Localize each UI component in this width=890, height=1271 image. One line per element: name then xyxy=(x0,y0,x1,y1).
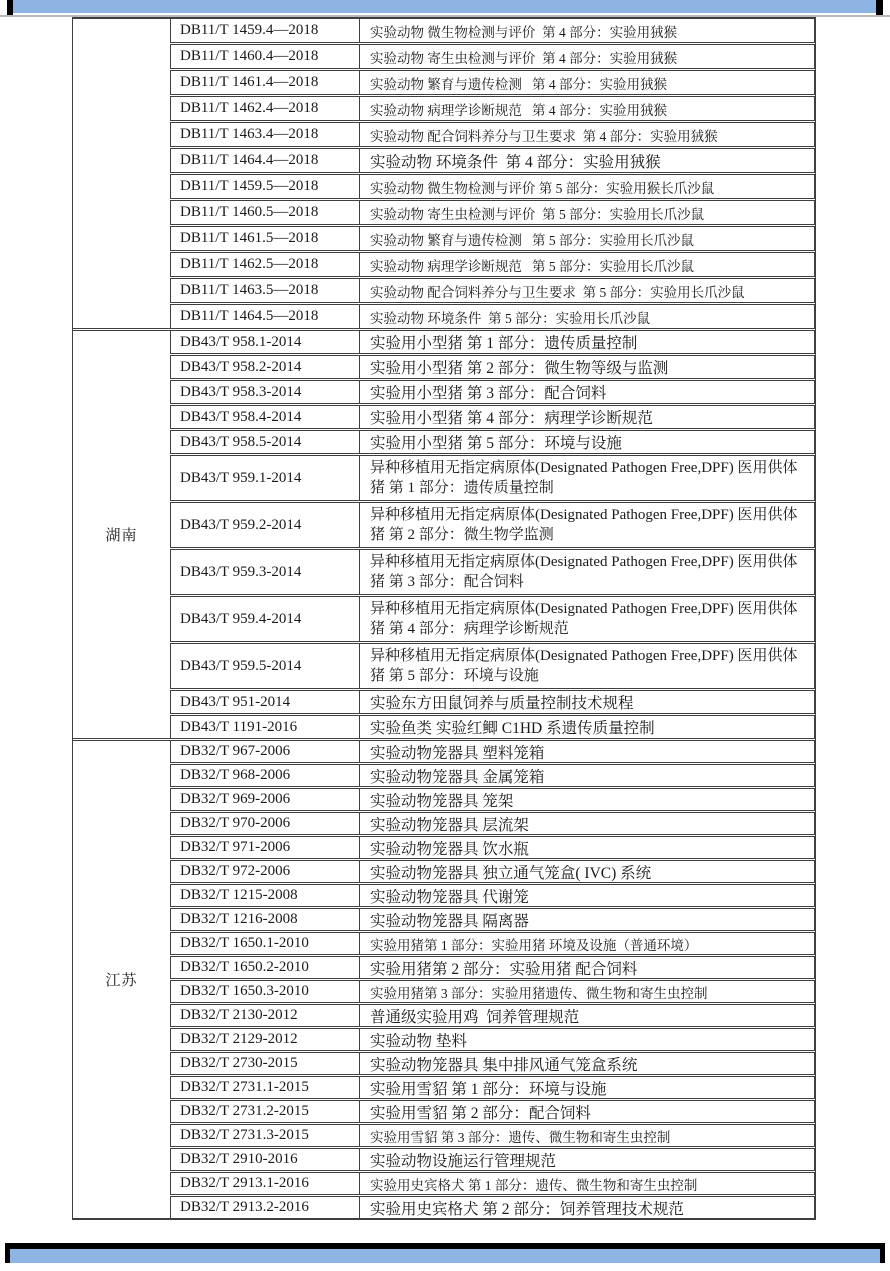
table-row xyxy=(170,956,815,979)
standard-title: 实验动物 病理学诊断规范 第 5 部分：实验用长爪沙鼠 xyxy=(359,253,814,276)
table-row xyxy=(170,455,815,501)
standard-code: DB32/T 2913.2-2016 xyxy=(180,1199,309,1215)
standard-title: 实验动物 配合饲料养分与卫生要求 第 5 部分：实验用长爪沙鼠 xyxy=(359,279,814,302)
table-row xyxy=(170,330,815,354)
next-page-border-band xyxy=(5,1243,885,1263)
standard-code: DB11/T 1461.4—2018 xyxy=(180,74,319,90)
standard-code: DB32/T 2731.2-2015 xyxy=(180,1103,309,1119)
table-row xyxy=(170,380,815,404)
table-row xyxy=(170,304,815,329)
standard-code: DB43/T 1191-2016 xyxy=(180,718,298,735)
standard-title: 异种移植用无指定病原体(Designated Pathogen Free,DPF) 医用供体猪 第 4 部分：病理学诊断规范 xyxy=(359,597,814,641)
table-row xyxy=(170,200,815,225)
table-row xyxy=(170,1148,815,1171)
standard-code: DB43/T 959.5-2014 xyxy=(180,657,302,674)
table-row xyxy=(170,980,815,1003)
standard-code: DB32/T 970-2006 xyxy=(180,815,291,831)
standard-code: DB43/T 958.3-2014 xyxy=(180,383,302,400)
table-row xyxy=(170,690,815,714)
table-row xyxy=(170,715,815,739)
standard-code: DB32/T 2910-2016 xyxy=(180,1151,298,1167)
table-row xyxy=(170,596,815,642)
table-row xyxy=(170,405,815,429)
region-cell: 江苏 xyxy=(73,740,170,1219)
standard-title: 实验动物 垫料 xyxy=(359,1029,814,1050)
standard-title: 实验动物 寄生虫检测与评价 第 5 部分：实验用长爪沙鼠 xyxy=(359,201,814,224)
standard-title: 实验用雪貂 第 3 部分：遗传、微生物和寄生虫控制 xyxy=(359,1125,814,1146)
standard-code: DB32/T 1216-2008 xyxy=(180,911,298,927)
standard-code: DB43/T 951-2014 xyxy=(180,693,291,710)
standard-code: DB32/T 2129-2012 xyxy=(180,1031,298,1047)
standard-title: 实验动物 寄生虫检测与评价 第 4 部分：实验用狨猴 xyxy=(359,45,814,68)
standard-code: DB43/T 959.4-2014 xyxy=(180,610,302,627)
region-cell: 湖南 xyxy=(73,330,170,739)
standards-table xyxy=(72,17,816,1220)
standard-code: DB32/T 1650.2-2010 xyxy=(180,959,309,975)
standard-code: DB43/T 959.1-2014 xyxy=(180,469,302,486)
standard-code: DB32/T 2731.3-2015 xyxy=(180,1127,309,1143)
standard-title: 实验动物 配合饲料养分与卫生要求 第 4 部分：实验用狨猴 xyxy=(359,123,814,146)
table-row xyxy=(170,355,815,379)
standard-title: 实验动物笼器具 金属笼箱 xyxy=(359,765,814,786)
standard-code: DB32/T 1215-2008 xyxy=(180,887,298,903)
standard-code: DB32/T 968-2006 xyxy=(180,767,291,783)
standard-code: DB11/T 1464.5—2018 xyxy=(180,308,319,324)
standard-title: 实验动物笼器具 笼架 xyxy=(359,789,814,810)
standard-code: DB32/T 2130-2012 xyxy=(180,1007,298,1023)
table-row xyxy=(170,44,815,69)
standard-title: 实验用史宾格犬 第 1 部分：遗传、微生物和寄生虫控制 xyxy=(359,1173,814,1194)
standard-title: 实验用雪貂 第 2 部分：配合饲料 xyxy=(359,1101,814,1122)
region-cell xyxy=(73,18,170,329)
standard-code: DB32/T 2913.1-2016 xyxy=(180,1175,309,1191)
table-row xyxy=(170,764,815,787)
standard-title: 异种移植用无指定病原体(Designated Pathogen Free,DPF) 医用供体猪 第 1 部分：遗传质量控制 xyxy=(359,456,814,500)
standard-code: DB32/T 972-2006 xyxy=(180,863,291,879)
standard-code: DB11/T 1460.4—2018 xyxy=(180,48,319,64)
standard-title: 实验动物 环境条件 第 4 部分：实验用狨猴 xyxy=(359,149,814,172)
standard-code: DB43/T 958.4-2014 xyxy=(180,408,302,425)
standard-code: DB11/T 1463.4—2018 xyxy=(180,126,319,142)
table-row xyxy=(170,788,815,811)
table-row xyxy=(170,1124,815,1147)
standard-title: 实验东方田鼠饲养与质量控制技术规程 xyxy=(359,691,814,713)
table-row xyxy=(170,1172,815,1195)
table-row xyxy=(170,932,815,955)
standard-code: DB32/T 969-2006 xyxy=(180,791,291,807)
table-row xyxy=(170,740,815,763)
table-section xyxy=(73,18,815,329)
standard-title: 实验动物笼器具 集中排风通气笼盒系统 xyxy=(359,1053,814,1074)
standard-code: DB43/T 958.5-2014 xyxy=(180,433,302,450)
standard-title: 实验用小型猪 第 4 部分：病理学诊断规范 xyxy=(359,406,814,428)
standard-code: DB32/T 1650.3-2010 xyxy=(180,983,309,999)
standard-title: 实验动物 繁育与遗传检测 第 5 部分：实验用长爪沙鼠 xyxy=(359,227,814,250)
standard-title: 异种移植用无指定病原体(Designated Pathogen Free,DPF) 医用供体猪 第 2 部分：微生物学监测 xyxy=(359,503,814,547)
table-section xyxy=(73,740,815,1219)
standard-title: 实验动物笼器具 代谢笼 xyxy=(359,885,814,906)
standard-title: 实验用雪貂 第 1 部分：环境与设施 xyxy=(359,1077,814,1098)
table-row xyxy=(170,836,815,859)
standard-title: 实验用小型猪 第 3 部分：配合饲料 xyxy=(359,381,814,403)
standard-code: DB11/T 1462.4—2018 xyxy=(180,100,319,116)
table-row xyxy=(170,643,815,689)
table-row xyxy=(170,278,815,303)
section-rows xyxy=(170,740,815,1219)
table-row xyxy=(170,1028,815,1051)
table-row xyxy=(170,1052,815,1075)
table-row xyxy=(170,70,815,95)
standard-title: 实验动物 繁育与遗传检测 第 4 部分：实验用狨猴 xyxy=(359,71,814,94)
standard-code: DB11/T 1460.5—2018 xyxy=(180,204,319,220)
standard-title: 实验动物 微生物检测与评价 第 4 部分：实验用狨猴 xyxy=(359,19,814,42)
prev-page-border-left-cap xyxy=(7,0,13,16)
standard-title: 实验用猪第 3 部分：实验用猪遗传、微生物和寄生虫控制 xyxy=(359,981,814,1002)
standard-code: DB11/T 1462.5—2018 xyxy=(180,256,319,272)
standard-title: 实验用小型猪 第 5 部分：环境与设施 xyxy=(359,431,814,453)
standard-code: DB43/T 959.3-2014 xyxy=(180,563,302,580)
table-row xyxy=(170,96,815,121)
table-row xyxy=(170,1076,815,1099)
standard-title: 异种移植用无指定病原体(Designated Pathogen Free,DPF) 医用供体猪 第 3 部分：配合饲料 xyxy=(359,550,814,594)
standard-title: 实验动物笼器具 独立通气笼盒( IVC) 系统 xyxy=(359,861,814,882)
standard-title: 实验用小型猪 第 1 部分：遗传质量控制 xyxy=(359,331,814,353)
standard-code: DB43/T 958.2-2014 xyxy=(180,358,302,375)
table-row xyxy=(170,1196,815,1219)
table-section xyxy=(73,330,815,739)
table-row xyxy=(170,430,815,454)
table-row xyxy=(170,226,815,251)
standard-title: 实验动物笼器具 饮水瓶 xyxy=(359,837,814,858)
standard-code: DB32/T 971-2006 xyxy=(180,839,291,855)
prev-page-border-right-cap xyxy=(876,0,883,16)
standard-code: DB32/T 1650.1-2010 xyxy=(180,935,309,951)
standard-title: 实验用小型猪 第 2 部分：微生物等级与监测 xyxy=(359,356,814,378)
standard-title: 实验动物 环境条件 第 5 部分：实验用长爪沙鼠 xyxy=(359,305,814,328)
standard-title: 实验动物笼器具 层流架 xyxy=(359,813,814,834)
standard-code: DB43/T 959.2-2014 xyxy=(180,516,302,533)
standard-title: 实验动物 微生物检测与评价 第 5 部分：实验用猴长爪沙鼠 xyxy=(359,175,814,198)
table-row xyxy=(170,812,815,835)
standard-code: DB11/T 1461.5—2018 xyxy=(180,230,319,246)
standard-title: 实验动物笼器具 隔离器 xyxy=(359,909,814,930)
table-row xyxy=(170,252,815,277)
table-row xyxy=(170,884,815,907)
table-row xyxy=(170,174,815,199)
standard-code: DB32/T 2731.1-2015 xyxy=(180,1079,309,1095)
standard-code: DB43/T 958.1-2014 xyxy=(180,333,302,350)
standard-title: 实验鱼类 实验红鲫 C1HD 系遗传质量控制 xyxy=(359,716,814,738)
standard-code: DB11/T 1464.4—2018 xyxy=(180,152,319,168)
standard-code: DB11/T 1463.5—2018 xyxy=(180,282,319,298)
standard-title: 实验用猪第 2 部分：实验用猪 配合饲料 xyxy=(359,957,814,978)
table-row xyxy=(170,502,815,548)
standard-title: 实验用猪第 1 部分：实验用猪 环境及设施（普通环境） xyxy=(359,933,814,954)
standard-title: 实验动物设施运行管理规范 xyxy=(359,1149,814,1170)
standard-title: 普通级实验用鸡 饲养管理规范 xyxy=(359,1005,814,1026)
standard-code: DB32/T 2730-2015 xyxy=(180,1055,298,1071)
section-rows xyxy=(170,330,815,739)
standard-code: DB11/T 1459.5—2018 xyxy=(180,178,319,194)
table-row xyxy=(170,1004,815,1027)
standard-title: 异种移植用无指定病原体(Designated Pathogen Free,DPF) 医用供体猪 第 5 部分：环境与设施 xyxy=(359,644,814,688)
table-row xyxy=(170,18,815,43)
table-row xyxy=(170,549,815,595)
table-row xyxy=(170,860,815,883)
section-rows xyxy=(170,18,815,329)
standard-code: DB11/T 1459.4—2018 xyxy=(180,22,319,38)
standard-code: DB32/T 967-2006 xyxy=(180,743,291,759)
table-row xyxy=(170,122,815,147)
standard-title: 实验动物笼器具 塑料笼箱 xyxy=(359,741,814,762)
standard-title: 实验用史宾格犬 第 2 部分：饲养管理技术规范 xyxy=(359,1197,814,1218)
standard-title: 实验动物 病理学诊断规范 第 4 部分：实验用狨猴 xyxy=(359,97,814,120)
table-row xyxy=(170,908,815,931)
table-row xyxy=(170,1100,815,1123)
table-row xyxy=(170,148,815,173)
prev-page-blue-band xyxy=(12,0,876,13)
